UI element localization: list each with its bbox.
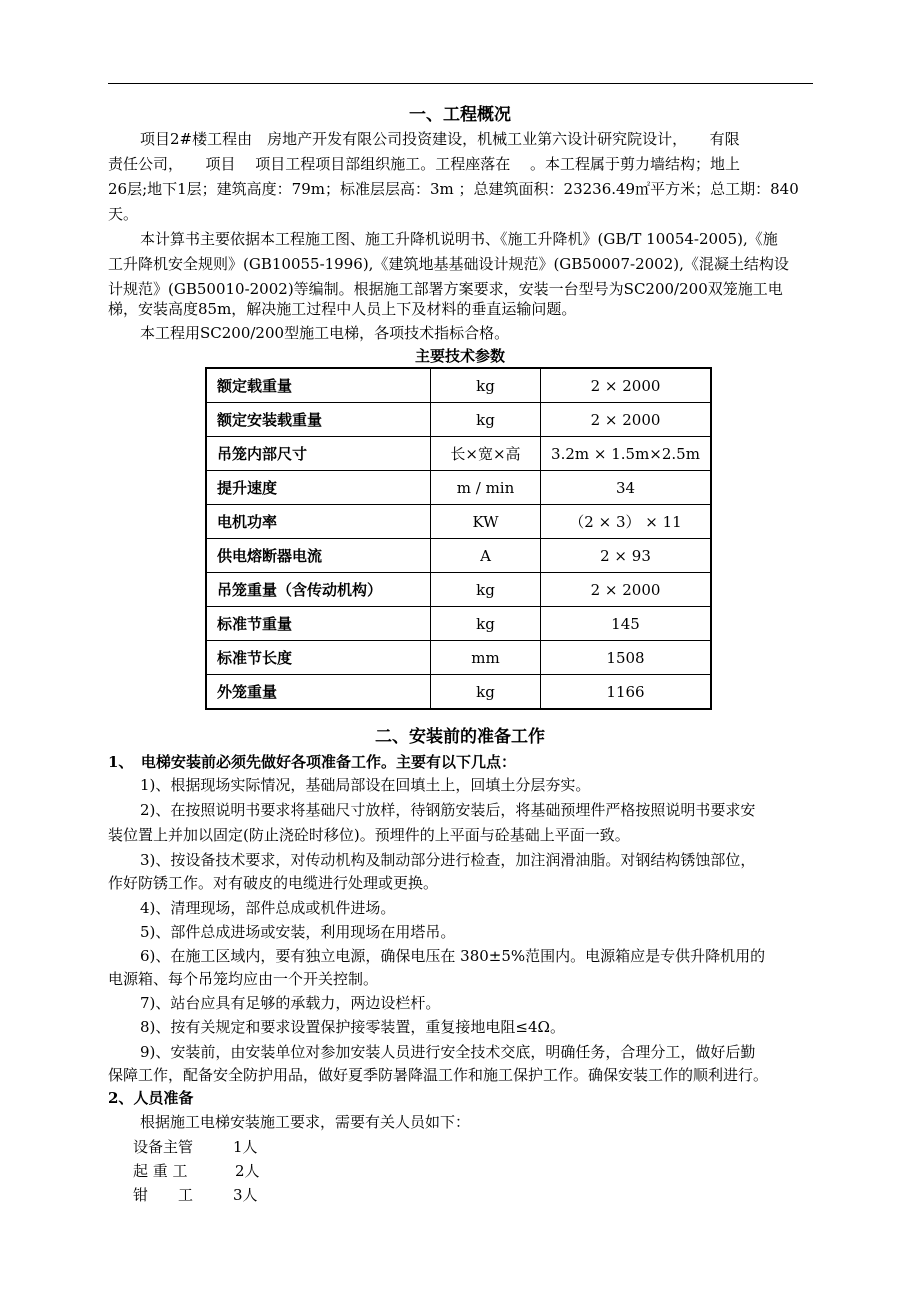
table-row — [206, 675, 711, 710]
param-name: 外笼重量 — [206, 675, 431, 710]
param-unit: kg — [431, 368, 541, 403]
param-unit: kg — [431, 607, 541, 641]
param-value: 145 — [541, 607, 712, 641]
table-row — [206, 403, 711, 437]
param-unit: kg — [431, 675, 541, 710]
prep-item: 保障工作，配备安全防护用品，做好夏季防暑降温工作和施工保护工作。确保安装工作的顺利进行。 — [108, 1066, 769, 1084]
spec-table-caption: 主要技术参数 — [414, 347, 505, 365]
section1-para2-line: 工升降机安全规则》(GB10055-1996),《建筑地基基础设计规范》(GB50007-2002),《混凝土结构设 — [108, 255, 789, 273]
param-value: 2 × 2000 — [541, 368, 712, 403]
prep-item: 6)、在施工区域内，要有独立电源，确保电压在 380±5%范围内。电源箱应是专供升降机用的 — [140, 947, 766, 965]
section1-para1-line: 26层;地下1层；建筑高度：79m；标准层层高：3m ；总建筑面积：23236.49㎡平方米；总工期：840 — [108, 180, 799, 198]
section1-para1-line: 天。 — [108, 205, 139, 223]
staff-intro: 根据施工电梯安装施工要求，需要有关人员如下： — [140, 1113, 471, 1131]
param-value: （2 × 3） × 11 — [541, 505, 712, 539]
param-value: 2 × 2000 — [541, 403, 712, 437]
section1-para1-line: 项目2#楼工程由 房地产开发有限公司投资建设，机械工业第六设计研究院设计， 有限 — [140, 130, 740, 148]
param-value: 3.2m × 1.5m×2.5m — [541, 437, 712, 471]
table-row — [206, 539, 711, 573]
prep-item: 8)、按有关规定和要求设置保护接零装置，重复接地电阻≤4Ω。 — [140, 1018, 565, 1036]
param-name: 供电熔断器电流 — [206, 539, 431, 573]
section2-title: 二、安装前的准备工作 — [375, 727, 545, 747]
prep-item: 9)、安装前，由安装单位对参加安装人员进行安全技术交底，明确任务，合理分工，做好后勤 — [140, 1043, 756, 1061]
prep-item: 电源箱、每个吊笼均应由一个开关控制。 — [108, 970, 379, 988]
table-row — [206, 641, 711, 675]
param-name: 吊笼重量（含传动机构） — [206, 573, 431, 607]
param-unit: kg — [431, 573, 541, 607]
table-row — [206, 573, 711, 607]
param-unit: KW — [431, 505, 541, 539]
section1-para2-line: 梯，安装高度85m，解决施工过程中人员上下及材料的垂直运输问题。 — [108, 300, 577, 318]
table-row — [206, 505, 711, 539]
prep-item: 4)、清理现场，部件总成或机件进场。 — [140, 899, 396, 917]
table-row — [206, 437, 711, 471]
param-value: 2 × 2000 — [541, 573, 712, 607]
param-unit: m / min — [431, 471, 541, 505]
param-unit: 长×宽×高 — [431, 437, 541, 471]
header-rule — [108, 83, 813, 84]
prep-item: 装位置上并加以固定(防止浇砼时移位)。预埋件的上平面与砼基础上平面一致。 — [108, 826, 630, 844]
param-value: 34 — [541, 471, 712, 505]
prep-item: 作好防锈工作。对有破皮的电缆进行处理或更换。 — [108, 874, 439, 892]
param-value: 1166 — [541, 675, 712, 710]
staff-count: 2人 — [235, 1162, 260, 1180]
section1-para2-line: 本计算书主要依据本工程施工图、施工升降机说明书、《施工升降机》(GB/T 10054-2005),《施 — [140, 230, 778, 248]
param-name: 标准节重量 — [206, 607, 431, 641]
staff-role: 钳 工 — [133, 1186, 194, 1204]
param-name: 额定安装载重量 — [206, 403, 431, 437]
prep-item: 5)、部件总成进场或安装，利用现场在用塔吊。 — [140, 923, 456, 941]
table-row — [206, 607, 711, 641]
spec-table — [205, 367, 712, 710]
param-name: 吊笼内部尺寸 — [206, 437, 431, 471]
section1-para1-line: 责任公司， 项目 项目工程项目部组织施工。工程座落在 。本工程属于剪力墙结构；地上 — [108, 155, 741, 173]
param-value: 1508 — [541, 641, 712, 675]
param-name: 标准节长度 — [206, 641, 431, 675]
section1-para3: 本工程用SC200/200型施工电梯，各项技术指标合格。 — [140, 324, 510, 342]
prep-item: 2)、在按照说明书要求将基础尺寸放样，待钢筋安装后，将基础预埋件严格按照说明书要求安 — [140, 801, 756, 819]
staff-count: 3人 — [233, 1186, 258, 1204]
param-name: 电机功率 — [206, 505, 431, 539]
prep-item: 1)、根据现场实际情况，基础局部设在回填土上，回填土分层夯实。 — [140, 776, 591, 794]
section2-subheading-1: 1、 电梯安装前必须先做好各项准备工作。主要有以下几点： — [108, 753, 516, 771]
param-name: 额定载重量 — [206, 368, 431, 403]
section1-para2-line: 计规范》(GB50010-2002)等编制。根据施工部署方案要求，安装一台型号为SC200/200双笼施工电 — [108, 280, 783, 298]
prep-item: 3)、按设备技术要求，对传动机构及制动部分进行检查，加注润滑油脂。对钢结构锈蚀部位， — [140, 851, 756, 869]
table-row — [206, 368, 711, 403]
param-value: 2 × 93 — [541, 539, 712, 573]
prep-item: 7)、站台应具有足够的承载力，两边设栏杆。 — [140, 994, 441, 1012]
section2-subheading-2: 2、人员准备 — [108, 1089, 194, 1107]
staff-role: 起 重 工 — [133, 1162, 188, 1180]
staff-count: 1人 — [233, 1138, 258, 1156]
param-unit: mm — [431, 641, 541, 675]
param-name: 提升速度 — [206, 471, 431, 505]
param-unit: A — [431, 539, 541, 573]
table-row — [206, 471, 711, 505]
staff-role: 设备主管 — [133, 1138, 194, 1156]
section1-title: 一、工程概况 — [409, 105, 511, 125]
param-unit: kg — [431, 403, 541, 437]
